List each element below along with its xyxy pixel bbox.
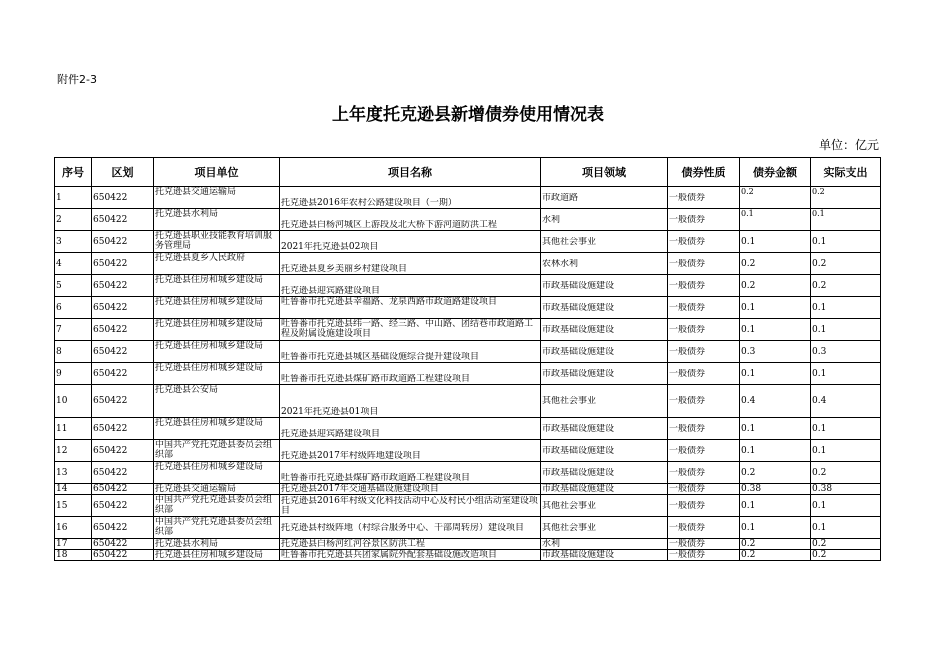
row-bond-amount: 0.1 <box>741 500 756 511</box>
row-project-unit: 托克逊县住房和城乡建设局 <box>155 275 264 285</box>
row-project-name: 吐鲁番市托克逊县幸福路、龙泉西路市政道路建设项目 <box>281 297 498 307</box>
row-field: 市政基础设施建设 <box>542 484 615 494</box>
row-field: 水利 <box>542 539 561 549</box>
row-project-name: 2021年托克逊县02项目 <box>281 242 379 252</box>
row-actual-spend: 0.4 <box>812 396 827 406</box>
row-actual-spend: 0.1 <box>812 445 827 456</box>
row-number: 6 <box>56 302 62 313</box>
row-bond-amount: 0.1 <box>741 423 756 434</box>
row-bond-amount: 0.1 <box>741 302 756 313</box>
row-bond-type: 一般债券 <box>669 423 706 434</box>
row-project-name: 吐鲁番市托克逊县兵团家属院外配套基础设施改造项目 <box>281 550 498 560</box>
row-bond-type: 一般债券 <box>669 484 706 494</box>
row-bond-type: 一般债券 <box>669 550 706 560</box>
row-region: 650422 <box>93 214 128 225</box>
header-no: 序号 <box>55 158 92 187</box>
row-project-name: 托克逊县白杨河红河谷景区防洪工程 <box>281 539 426 549</box>
row-number: 14 <box>56 484 68 494</box>
row-project-unit: 托克逊县住房和城乡建设局 <box>155 363 264 373</box>
table-row <box>55 187 881 209</box>
row-project-unit: 托克逊县住房和城乡建设局 <box>155 418 264 428</box>
row-bond-amount: 0.1 <box>741 522 756 533</box>
row-number: 7 <box>56 324 62 335</box>
table-row <box>55 440 881 462</box>
row-actual-spend: 0.3 <box>812 346 827 357</box>
row-bond-type: 一般债券 <box>669 324 706 335</box>
row-project-name: 托克逊县2016年村级文化科技活动中心及村民小组活动室建设项目 <box>281 495 538 516</box>
header-bond-amount: 债券金额 <box>740 158 811 187</box>
row-field: 市政基础设施建设 <box>542 324 615 335</box>
row-project-unit: 中国共产党托克逊县委员会组织部 <box>155 517 273 537</box>
row-bond-type: 一般债券 <box>669 445 706 456</box>
table-row <box>55 495 881 517</box>
row-project-unit: 托克逊县水利局 <box>155 539 219 549</box>
row-field: 市政基础设施建设 <box>542 368 615 379</box>
row-region: 650422 <box>93 192 128 203</box>
row-number: 17 <box>56 539 68 549</box>
row-bond-type: 一般债券 <box>669 302 706 313</box>
row-actual-spend: 0.38 <box>812 484 833 494</box>
row-project-unit: 托克逊县夏乡人民政府 <box>155 253 246 263</box>
row-actual-spend: 0.2 <box>812 280 827 291</box>
row-bond-amount: 0.4 <box>741 396 756 406</box>
row-region: 650422 <box>93 484 128 494</box>
row-bond-amount: 0.38 <box>741 484 762 494</box>
row-field: 市政基础设施建设 <box>542 423 615 434</box>
row-region: 650422 <box>93 550 128 560</box>
row-field: 其他社会事业 <box>542 500 597 511</box>
table-row <box>55 341 881 363</box>
row-project-name: 托克逊县夏乡美丽乡村建设项目 <box>281 264 408 274</box>
row-actual-spend: 0.1 <box>812 209 825 218</box>
row-field: 市政基础设施建设 <box>542 302 615 313</box>
row-region: 650422 <box>93 467 128 478</box>
row-number: 11 <box>56 423 68 434</box>
table-row <box>55 297 881 319</box>
row-actual-spend: 0.1 <box>812 500 827 511</box>
row-bond-amount: 0.3 <box>741 346 756 357</box>
row-field: 其他社会事业 <box>542 396 597 406</box>
row-project-unit: 托克逊县住房和城乡建设局 <box>155 297 264 307</box>
row-region: 650422 <box>93 445 128 456</box>
row-number: 4 <box>56 258 62 269</box>
row-actual-spend: 0.1 <box>812 302 827 313</box>
row-actual-spend: 0.1 <box>812 522 827 533</box>
row-bond-amount: 0.1 <box>741 368 756 379</box>
row-number: 12 <box>56 445 68 456</box>
row-bond-amount: 0.2 <box>741 467 756 478</box>
row-number: 9 <box>56 368 62 379</box>
row-number: 13 <box>56 467 68 478</box>
row-project-unit: 托克逊县交通运输局 <box>155 484 237 494</box>
row-project-unit: 托克逊县住房和城乡建设局 <box>155 550 264 560</box>
row-bond-type: 一般债券 <box>669 396 706 406</box>
row-bond-amount: 0.2 <box>741 258 756 269</box>
row-actual-spend: 0.2 <box>812 467 827 478</box>
row-number: 16 <box>56 522 68 533</box>
table-row <box>55 363 881 385</box>
header-project-name: 项目名称 <box>280 158 541 187</box>
row-number: 10 <box>56 396 68 406</box>
row-region: 650422 <box>93 423 128 434</box>
row-region: 650422 <box>93 346 128 357</box>
row-field: 市政基础设施建设 <box>542 280 615 291</box>
table-row <box>55 275 881 297</box>
row-actual-spend: 0.1 <box>812 368 827 379</box>
row-actual-spend: 0.2 <box>812 258 827 269</box>
annex-label: 附件2-3 <box>57 73 97 86</box>
row-project-name: 吐鲁番市托克逊县城区基础设施综合提升建设项目 <box>281 352 480 362</box>
row-bond-type: 一般债券 <box>669 236 706 247</box>
row-number: 3 <box>56 236 62 247</box>
row-project-unit: 托克逊县职业技能教育培训服务管理局 <box>155 231 273 251</box>
row-actual-spend: 0.1 <box>812 423 827 434</box>
row-bond-amount: 0.2 <box>741 187 754 196</box>
table-row <box>55 253 881 275</box>
row-bond-amount: 0.2 <box>741 550 756 560</box>
row-bond-type: 一般债券 <box>669 214 706 225</box>
row-bond-amount: 0.1 <box>741 209 754 218</box>
row-field: 市政道路 <box>542 192 579 203</box>
row-field: 其他社会事业 <box>542 236 597 247</box>
row-bond-amount: 0.1 <box>741 445 756 456</box>
row-number: 2 <box>56 214 62 225</box>
row-region: 650422 <box>93 280 128 291</box>
row-project-name: 托克逊县迎宾路建设项目 <box>281 286 381 296</box>
row-project-unit: 托克逊县公安局 <box>155 385 219 395</box>
table-row <box>55 462 881 484</box>
row-region: 650422 <box>93 396 128 406</box>
row-actual-spend: 0.2 <box>812 550 827 560</box>
row-project-name: 托克逊县2017年村级阵地建设项目 <box>281 451 421 461</box>
unit-label: 单位：亿元 <box>818 138 879 152</box>
table-row <box>55 418 881 440</box>
row-field: 市政基础设施建设 <box>542 346 615 357</box>
header-bond-type: 债券性质 <box>668 158 740 187</box>
row-bond-type: 一般债券 <box>669 368 706 379</box>
row-project-name: 吐鲁番市托克逊县纬一路、经三路、中山路、团结巷市政道路工程及附属设施建设项目 <box>281 319 534 339</box>
row-project-unit: 托克逊县住房和城乡建设局 <box>155 462 264 472</box>
header-actual-spend: 实际支出 <box>811 158 881 187</box>
table-row <box>55 539 881 550</box>
row-actual-spend: 0.1 <box>812 324 827 335</box>
row-field: 市政基础设施建设 <box>542 445 615 456</box>
row-region: 650422 <box>93 368 128 379</box>
table-row <box>55 484 881 495</box>
row-actual-spend: 0.1 <box>812 236 827 247</box>
row-number: 1 <box>56 192 62 203</box>
row-project-name: 托克逊县2016年农村公路建设项目（一期） <box>281 198 457 208</box>
row-region: 650422 <box>93 236 128 247</box>
header-field: 项目领域 <box>541 158 668 187</box>
table-row <box>55 550 881 561</box>
row-region: 650422 <box>93 500 128 511</box>
row-bond-type: 一般债券 <box>669 192 706 203</box>
row-bond-amount: 0.1 <box>741 236 756 247</box>
row-project-unit: 托克逊县水利局 <box>155 209 219 219</box>
row-field: 市政基础设施建设 <box>542 467 615 478</box>
row-region: 650422 <box>93 539 128 549</box>
row-project-name: 吐鲁番市托克逊县煤矿路市政道路工程建设项目 <box>281 473 471 483</box>
row-project-unit: 托克逊县住房和城乡建设局 <box>155 319 264 329</box>
header-unit: 项目单位 <box>154 158 280 187</box>
row-region: 650422 <box>93 324 128 335</box>
row-actual-spend: 0.2 <box>812 187 825 196</box>
row-bond-type: 一般债券 <box>669 522 706 533</box>
row-field: 水利 <box>542 214 561 225</box>
header-region: 区划 <box>92 158 154 187</box>
row-bond-type: 一般债券 <box>669 280 706 291</box>
table-row <box>55 209 881 231</box>
page-title: 上年度托克逊县新增债券使用情况表 <box>332 105 604 125</box>
header-row <box>55 158 881 187</box>
row-bond-type: 一般债券 <box>669 258 706 269</box>
row-region: 650422 <box>93 258 128 269</box>
row-bond-type: 一般债券 <box>669 467 706 478</box>
row-project-unit: 托克逊县住房和城乡建设局 <box>155 341 264 351</box>
row-actual-spend: 0.2 <box>812 539 827 549</box>
row-project-name: 托克逊县2017年交通基础设施建设项目 <box>281 484 439 494</box>
row-field: 其他社会事业 <box>542 522 597 533</box>
table-row <box>55 517 881 539</box>
table-row <box>55 385 881 418</box>
row-project-name: 2021年托克逊县01项目 <box>281 407 379 417</box>
row-field: 市政基础设施建设 <box>542 550 615 560</box>
row-project-unit: 托克逊县交通运输局 <box>155 187 237 197</box>
row-number: 18 <box>56 550 68 560</box>
row-project-name: 吐鲁番市托克逊县煤矿路市政道路工程建设项目 <box>281 374 471 384</box>
row-bond-type: 一般债券 <box>669 500 706 511</box>
table-row <box>55 231 881 253</box>
row-bond-amount: 0.2 <box>741 280 756 291</box>
row-project-unit: 中国共产党托克逊县委员会组织部 <box>155 495 273 515</box>
row-project-name: 托克逊县迎宾路建设项目 <box>281 429 381 439</box>
row-bond-type: 一般债券 <box>669 346 706 357</box>
row-number: 15 <box>56 500 68 511</box>
row-bond-type: 一般债券 <box>669 539 706 549</box>
row-project-unit: 中国共产党托克逊县委员会组织部 <box>155 440 273 460</box>
row-region: 650422 <box>93 522 128 533</box>
row-bond-amount: 0.2 <box>741 539 756 549</box>
bond-usage-table <box>54 157 881 561</box>
row-bond-amount: 0.1 <box>741 324 756 335</box>
row-project-name: 托克逊县白杨河城区上游段及北大桥下游河道防洪工程 <box>281 220 498 230</box>
row-field: 农林水利 <box>542 258 579 269</box>
row-number: 5 <box>56 280 62 291</box>
row-project-name: 托克逊县村级阵地（村综合服务中心、干部周转房）建设项目 <box>281 522 525 533</box>
table-row <box>55 319 881 341</box>
row-region: 650422 <box>93 302 128 313</box>
row-number: 8 <box>56 346 62 357</box>
